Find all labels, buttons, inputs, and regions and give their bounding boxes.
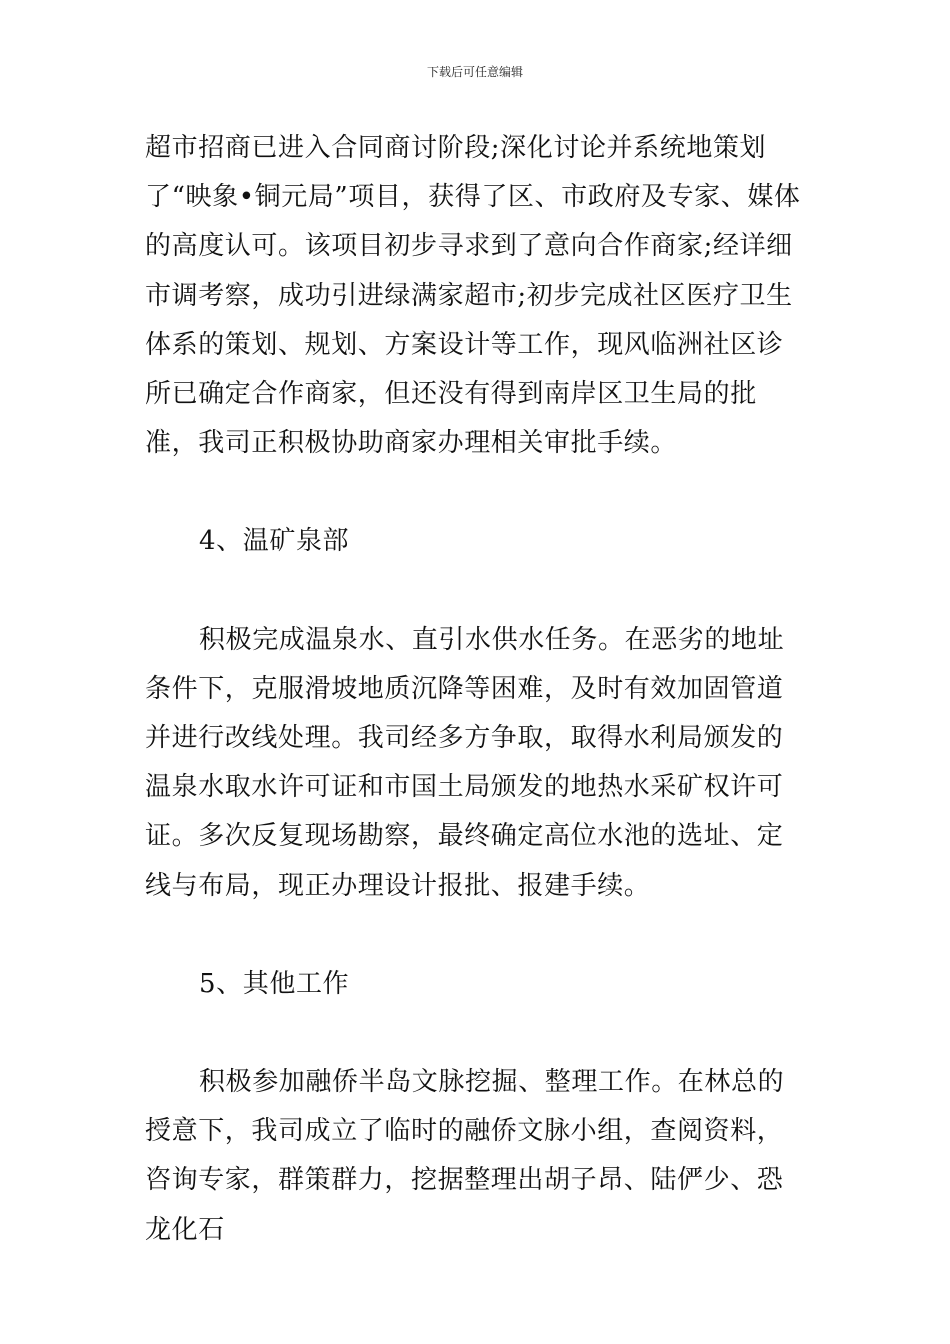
spacer xyxy=(145,468,809,517)
spacer xyxy=(145,911,809,960)
document-body xyxy=(145,124,809,1255)
section-heading-other-work: 5、其他工作 xyxy=(199,968,350,999)
page-header: 下载后可任意编辑 xyxy=(426,65,523,79)
section-heading-hot-spring: 4、温矿泉部 xyxy=(199,526,350,557)
paragraph-other-work: 积极参加融侨半岛文脉挖掘、整理工作。在林总的授意下，我司成立了临时的融侨文脉小组，查阅资料，咨询专家，群策群力，挖据整理出胡子昂、陆俨少、恐龙化石 xyxy=(145,1067,785,1245)
spacer xyxy=(145,1009,809,1058)
spacer xyxy=(145,567,809,616)
paragraph-supermarket: 超市招商已进入合同商讨阶段;深化讨论并系统地策划了“映象•铜元局”项目，获得了区、市政府及专家、媒体的高度认可。该项目初步寻求到了意向合作商家;经详细市调考察，成功引进绿满家超市;初步完成社区医疗卫生体系的策划、规划、方案设计等工作，现风临洲社区诊所已确定合作商家，但还没有得到南岸区卫生局的批准，我司正积极协助商家办理相关审批手续。 xyxy=(145,133,801,459)
paragraph-hot-spring: 积极完成温泉水、直引水供水任务。在恶劣的地址条件下，克服滑坡地质沉降等困难，及时有效加固管道并进行改线处理。我司经多方争取，取得水利局颁发的温泉水取水许可证和市国土局颁发的地热水采矿权许可证。多次反复现场勘察，最终确定高位水池的选址、定线与布局，现正办理设计报批、报建手续。 xyxy=(145,624,785,901)
